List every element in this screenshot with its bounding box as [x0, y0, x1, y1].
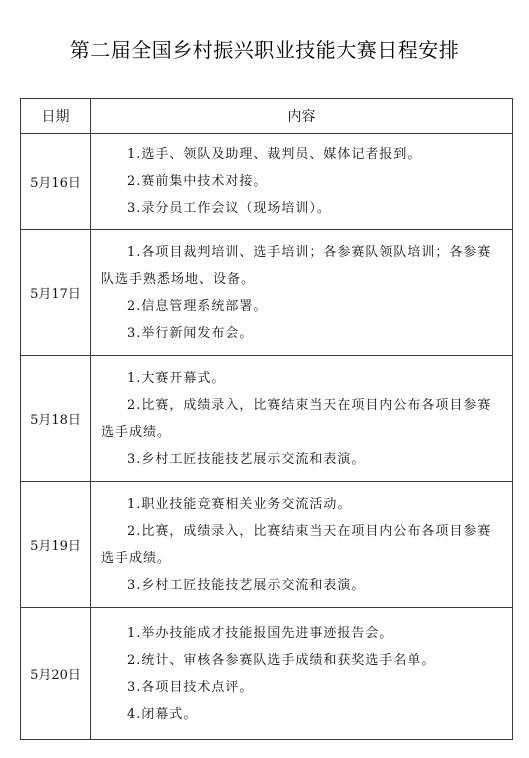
column-header-content: 内容	[91, 99, 513, 134]
schedule-item: 2.信息管理系统部署。	[127, 298, 268, 314]
page-title: 第二届全国乡村振兴职业技能大赛日程安排	[69, 38, 460, 62]
date-cell: 5月18日	[21, 356, 91, 482]
content-cell	[91, 482, 513, 608]
table-row	[21, 356, 513, 482]
date-cell: 5月20日	[21, 608, 91, 740]
schedule-item: 3.乡村工匠技能技艺展示交流和表演。	[127, 451, 366, 467]
schedule-item: 1.职业技能竞赛相关业务交流活动。	[127, 496, 352, 512]
schedule-item: 2.赛前集中技术对接。	[127, 174, 268, 189]
column-header-date: 日期	[21, 99, 91, 134]
content-cell	[91, 230, 513, 356]
schedule-item: 2.比赛，成绩录入，比赛结束当天在项目内公布各项目参赛选手成绩。	[101, 523, 492, 566]
schedule-item: 1.大赛开幕式。	[127, 370, 226, 386]
content-cell	[91, 608, 513, 740]
schedule-item: 4.闭幕式。	[127, 706, 198, 722]
schedule-item: 1.举办技能成才技能报国先进事迹报告会。	[127, 625, 394, 641]
content-cell	[91, 134, 513, 230]
schedule-item: 3.乡村工匠技能技艺展示交流和表演。	[127, 577, 366, 593]
date-cell: 5月19日	[21, 482, 91, 608]
table-row	[21, 608, 513, 740]
schedule-item: 3.举行新闻发布会。	[127, 325, 254, 341]
table-header-row	[21, 99, 513, 134]
schedule-item: 3.录分员工作会议（现场培训）。	[127, 201, 331, 216]
schedule-item: 1.各项目裁判培训、选手培训；各参赛队领队培训；各参赛队选手熟悉场地、设备。	[101, 244, 492, 287]
schedule-item: 1.选手、领队及助理、裁判员、媒体记者报到。	[127, 147, 422, 162]
table-row	[21, 134, 513, 230]
date-cell: 5月16日	[21, 134, 91, 230]
date-cell: 5月17日	[21, 230, 91, 356]
table-row	[21, 482, 513, 608]
schedule-item: 2.统计、审核各参赛队选手成绩和获奖选手名单。	[127, 652, 436, 668]
table-row	[21, 230, 513, 356]
content-cell	[91, 356, 513, 482]
schedule-item: 2.比赛，成绩录入，比赛结束当天在项目内公布各项目参赛选手成绩。	[101, 397, 492, 440]
schedule-item: 3.各项目技术点评。	[127, 679, 254, 695]
schedule-table	[20, 98, 513, 740]
